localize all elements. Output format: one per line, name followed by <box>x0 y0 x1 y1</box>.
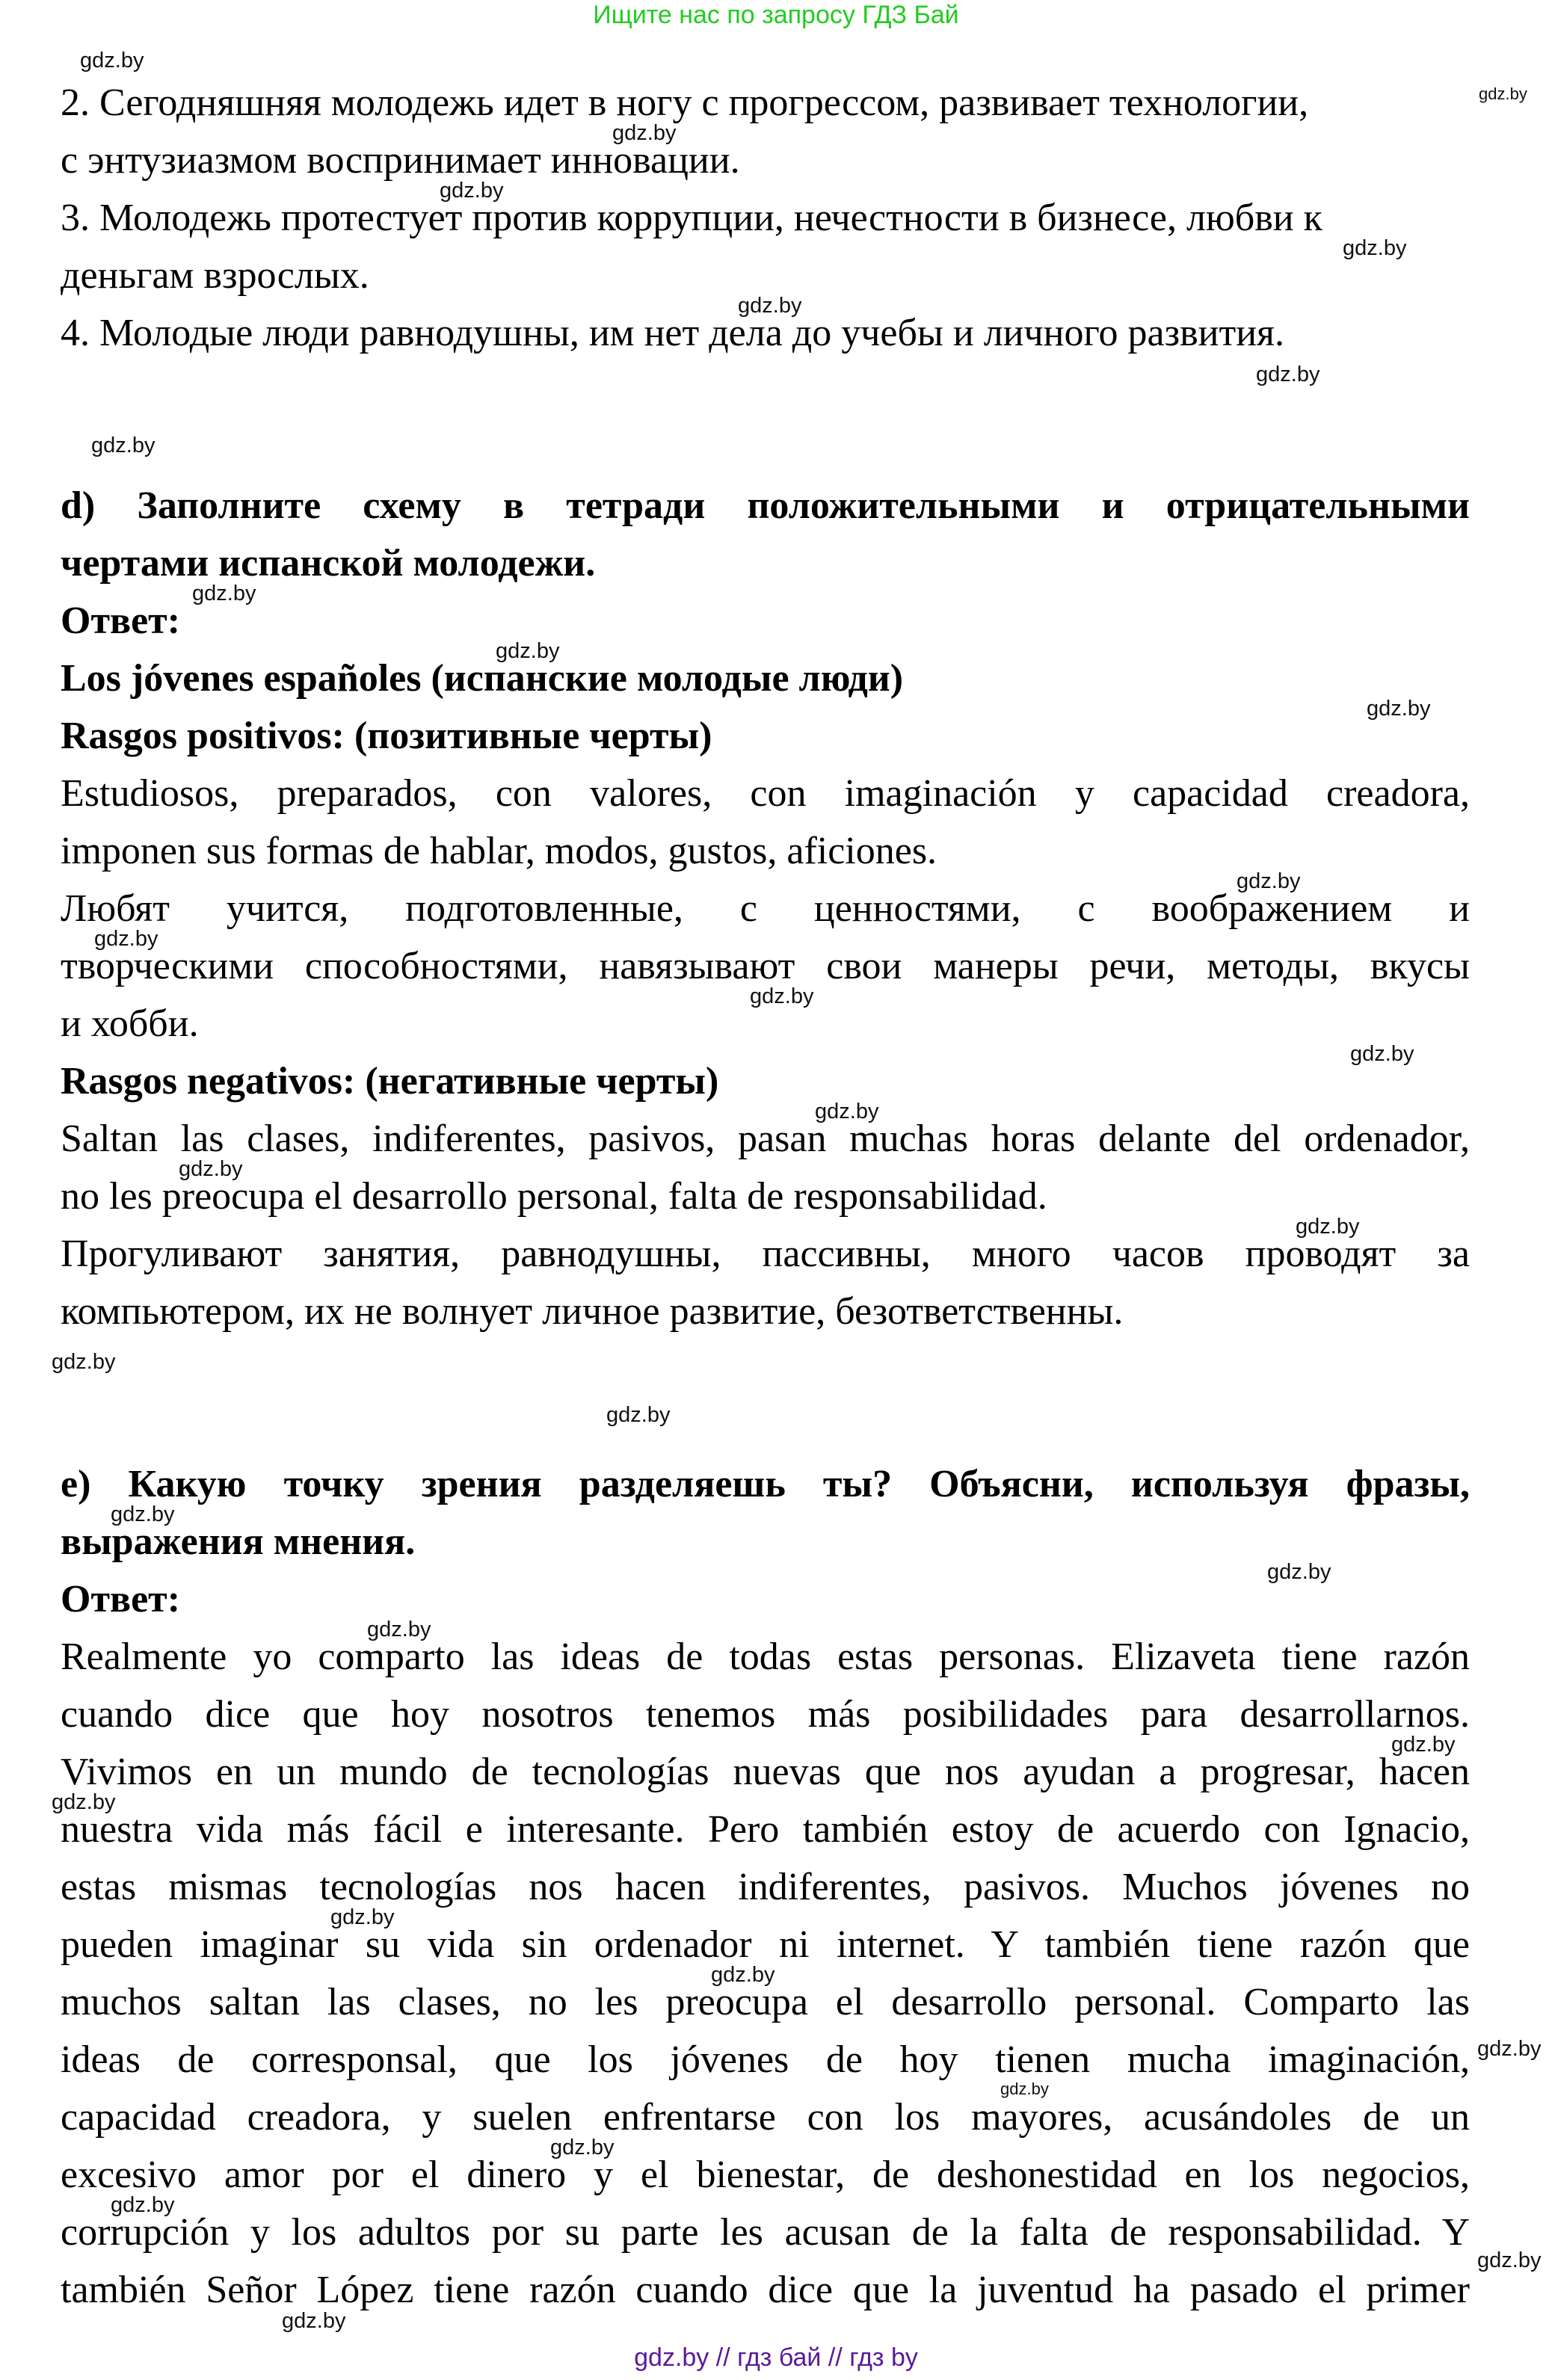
task-d-title: d) Заполните схему в тетради положительными и отрицательными <box>61 484 1470 527</box>
watermark: gdz.by <box>52 1790 116 1814</box>
watermark: gdz.by <box>1477 2037 1542 2061</box>
negative-line: Saltan las clases, indiferentes, pasivos, pasan muchas horas delante del ordenador, <box>61 1117 1470 1160</box>
watermark: gdz.by <box>1367 697 1431 721</box>
negative-heading: Rasgos negativos: (негативные черты) <box>61 1060 719 1103</box>
watermark: gdz.by <box>606 1403 671 1427</box>
answer-line: estas mismas tecnologías nos hacen indiferentes, pasivos. Muchos jóvenes no <box>61 1866 1470 1908</box>
task-e-title: выражения мнения. <box>61 1520 416 1563</box>
task-d-title: чертами испанской молодежи. <box>61 542 596 585</box>
watermark: gdz.by <box>330 1905 395 1929</box>
watermark: gdz.by <box>91 434 155 457</box>
answer-line: ideas de corresponsal, que los jóvenes de hoy tienen mucha imaginación, <box>61 2038 1470 2081</box>
list-item: деньгам взрослых. <box>61 254 369 297</box>
positive-line: Estudiosos, preparados, con valores, con imaginación y capacidad creadora, <box>61 772 1470 815</box>
list-item: 2. Сегодняшняя молодежь идет в ногу с прогрессом, развивает технологии, <box>61 81 1309 124</box>
watermark: gdz.by <box>1391 1733 1456 1757</box>
answer-line: también Señor López tiene razón cuando dice que la juventud ha pasado el primer <box>61 2269 1470 2311</box>
answer-line: muchos saltan las clases, no les preocupa el desarrollo personal. Comparto las <box>61 1981 1470 2023</box>
search-hint-header: Ищите нас по запросу ГДЗ Бай <box>593 1 959 29</box>
list-item: 4. Молодые люди равнодушны, им нет дела до учебы и личного развития. <box>61 312 1284 354</box>
answer-line: excesivo amor por el dinero y el bienestar, de deshonestidad en los negocios, <box>61 2154 1470 2196</box>
site-footer-link[interactable]: gdz.by // гдз бай // гдз by <box>634 2343 918 2372</box>
watermark: gdz.by <box>440 179 504 203</box>
watermark: gdz.by <box>94 927 158 951</box>
negative-line: компьютером, их не волнует личное развитие, безответственны. <box>61 1290 1124 1333</box>
answer-line: corrupción y los adultos por su parte les acusan de la falta de responsabilidad. Y <box>61 2211 1470 2254</box>
answer-line: capacidad creadora, y suelen enfrentarse con los mayores, acusándoles de un <box>61 2096 1470 2139</box>
watermark: gdz.by <box>1000 2080 1049 2098</box>
watermark: gdz.by <box>815 1100 879 1123</box>
watermark: gdz.by <box>367 1618 431 1641</box>
watermark: gdz.by <box>1256 363 1320 386</box>
answer-line: cuando dice que hoy nosotros tenemos más posibilidades para desarrollarnos. <box>61 1693 1470 1736</box>
watermark: gdz.by <box>1350 1042 1414 1066</box>
positive-line: Любят учится, подготовленные, с ценностями, с воображением и <box>61 887 1470 930</box>
list-item: 3. Молодежь протестует против коррупции, нечестности в бизнесе, любви к <box>61 197 1322 239</box>
answer-line: Vivimos en un mundo de tecnologías nuevas que nos ayudan a progresar, hacen <box>61 1751 1470 1793</box>
watermark: gdz.by <box>496 639 560 663</box>
answer-label: Ответ: <box>61 599 181 642</box>
watermark: gdz.by <box>1477 2248 1542 2272</box>
answer-line: nuestra vida más fácil e interesante. Pero también estoy de acuerdo con Ignacio, <box>61 1808 1470 1851</box>
watermark: gdz.by <box>1479 84 1527 103</box>
watermark: gdz.by <box>550 2136 615 2159</box>
watermark: gdz.by <box>282 2309 346 2333</box>
watermark: gdz.by <box>612 121 677 145</box>
task-e-title: e) Какую точку зрения разделяешь ты? Объясни, используя фразы, <box>61 1463 1470 1505</box>
watermark: gdz.by <box>711 1963 775 1987</box>
watermark: gdz.by <box>750 984 814 1008</box>
positive-line: и хобби. <box>61 1002 199 1045</box>
watermark: gdz.by <box>1343 236 1407 260</box>
watermark: gdz.by <box>52 1350 116 1374</box>
watermark: gdz.by <box>111 2193 175 2217</box>
watermark: gdz.by <box>192 582 256 605</box>
watermark: gdz.by <box>738 294 802 318</box>
answer-line: Realmente yo comparto las ideas de todas estas personas. Elizaveta tiene razón <box>61 1636 1470 1678</box>
watermark: gdz.by <box>111 1502 175 1526</box>
positive-heading: Rasgos positivos: (позитивные черты) <box>61 715 712 757</box>
watermark: gdz.by <box>1296 1215 1360 1239</box>
watermark: gdz.by <box>1237 869 1301 893</box>
answer-label: Ответ: <box>61 1578 181 1621</box>
positive-line: творческими способностями, навязывают свои манеры речи, методы, вкусы <box>61 945 1470 987</box>
scheme-heading: Los jóvenes españoles (испанские молодые люди) <box>61 657 904 700</box>
watermark: gdz.by <box>179 1157 243 1181</box>
watermark: gdz.by <box>1267 1560 1331 1584</box>
list-item: с энтузиазмом воспринимает инновации. <box>61 139 740 182</box>
watermark: gdz.by <box>80 49 144 73</box>
negative-line: no les preocupa el desarrollo personal, falta de responsabilidad. <box>61 1175 1047 1218</box>
positive-line: imponen sus formas de hablar, modos, gustos, aficiones. <box>61 830 937 872</box>
negative-line: Прогуливают занятия, равнодушны, пассивны, много часов проводят за <box>61 1233 1470 1275</box>
answer-line: pueden imaginar su vida sin ordenador ni internet. Y también tiene razón que <box>61 1923 1470 1966</box>
